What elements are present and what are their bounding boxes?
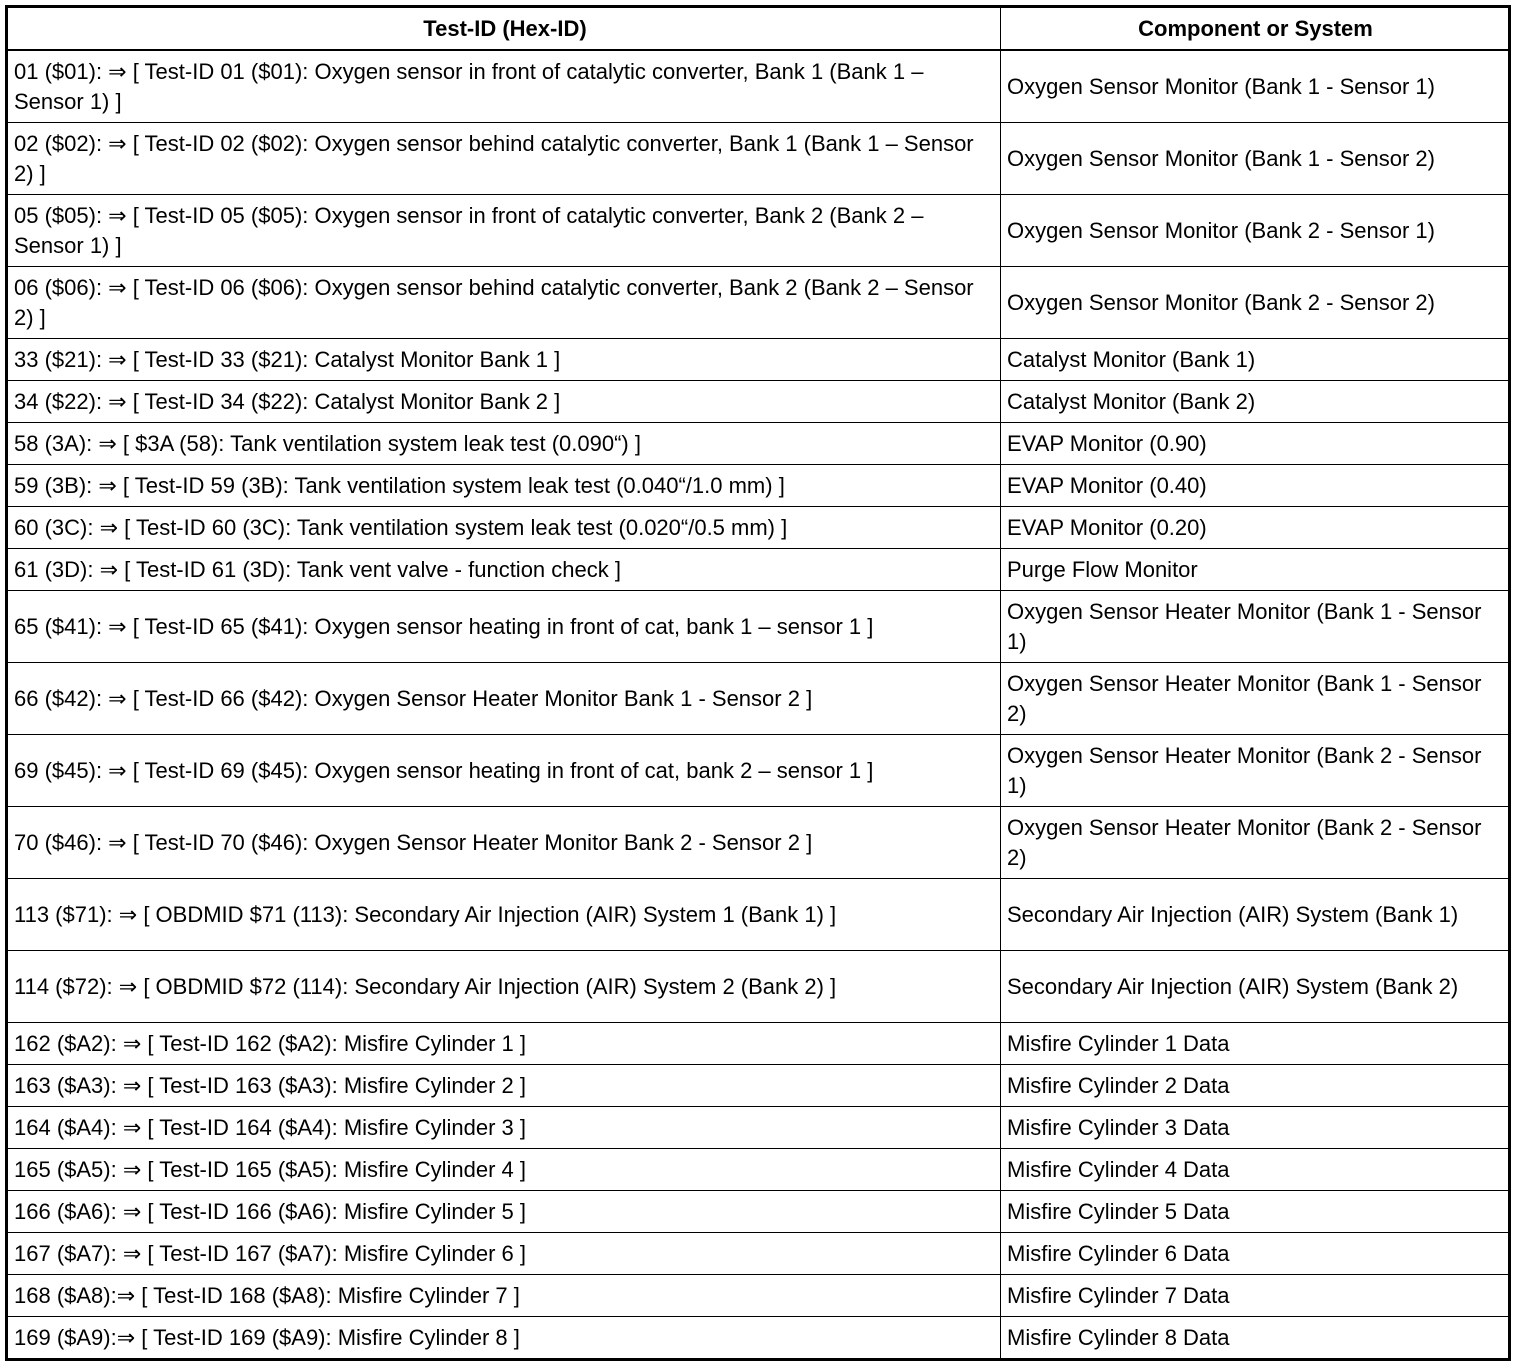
test-id-cell: 65 ($41): ⇒ [ Test-ID 65 ($41): Oxygen sensor heating in front of cat, bank 1 – sensor 1 ] bbox=[7, 591, 1001, 663]
test-id-cell: 05 ($05): ⇒ [ Test-ID 05 ($05): Oxygen sensor in front of catalytic converter, Bank 2 (Bank 2 – Sensor 1) ] bbox=[7, 195, 1001, 267]
component-cell: Misfire Cylinder 3 Data bbox=[1001, 1107, 1510, 1149]
component-cell: Oxygen Sensor Monitor (Bank 1 - Sensor 1) bbox=[1001, 50, 1510, 123]
component-cell: EVAP Monitor (0.40) bbox=[1001, 465, 1510, 507]
component-cell: Misfire Cylinder 8 Data bbox=[1001, 1317, 1510, 1360]
table-row bbox=[7, 465, 1510, 507]
test-id-cell: 34 ($22): ⇒ [ Test-ID 34 ($22): Catalyst Monitor Bank 2 ] bbox=[7, 381, 1001, 423]
table-row bbox=[7, 1275, 1510, 1317]
component-cell: Misfire Cylinder 2 Data bbox=[1001, 1065, 1510, 1107]
component-cell: Oxygen Sensor Monitor (Bank 2 - Sensor 1) bbox=[1001, 195, 1510, 267]
table-body bbox=[7, 50, 1510, 1360]
component-cell: Misfire Cylinder 7 Data bbox=[1001, 1275, 1510, 1317]
component-cell: EVAP Monitor (0.90) bbox=[1001, 423, 1510, 465]
component-cell: Oxygen Sensor Heater Monitor (Bank 2 - Sensor 1) bbox=[1001, 735, 1510, 807]
test-id-cell: 167 ($A7): ⇒ [ Test-ID 167 ($A7): Misfire Cylinder 6 ] bbox=[7, 1233, 1001, 1275]
header-test-id: Test-ID (Hex-ID) bbox=[7, 7, 1001, 51]
test-id-cell: 168 ($A8):⇒ [ Test-ID 168 ($A8): Misfire Cylinder 7 ] bbox=[7, 1275, 1001, 1317]
table-row bbox=[7, 1149, 1510, 1191]
component-cell: Misfire Cylinder 1 Data bbox=[1001, 1023, 1510, 1065]
table-row bbox=[7, 50, 1510, 123]
component-cell: Purge Flow Monitor bbox=[1001, 549, 1510, 591]
table-row bbox=[7, 549, 1510, 591]
test-id-cell: 33 ($21): ⇒ [ Test-ID 33 ($21): Catalyst Monitor Bank 1 ] bbox=[7, 339, 1001, 381]
test-id-cell: 69 ($45): ⇒ [ Test-ID 69 ($45): Oxygen sensor heating in front of cat, bank 2 – sensor 1 ] bbox=[7, 735, 1001, 807]
table-row bbox=[7, 1317, 1510, 1360]
test-id-cell: 70 ($46): ⇒ [ Test-ID 70 ($46): Oxygen Sensor Heater Monitor Bank 2 - Sensor 2 ] bbox=[7, 807, 1001, 879]
table-row bbox=[7, 879, 1510, 951]
test-id-cell: 01 ($01): ⇒ [ Test-ID 01 ($01): Oxygen sensor in front of catalytic converter, Bank 1 (Bank 1 – Sensor 1) ] bbox=[7, 50, 1001, 123]
test-id-cell: 165 ($A5): ⇒ [ Test-ID 165 ($A5): Misfire Cylinder 4 ] bbox=[7, 1149, 1001, 1191]
test-id-cell: 162 ($A2): ⇒ [ Test-ID 162 ($A2): Misfire Cylinder 1 ] bbox=[7, 1023, 1001, 1065]
test-id-cell: 58 (3A): ⇒ [ $3A (58): Tank ventilation system leak test (0.090“) ] bbox=[7, 423, 1001, 465]
component-cell: Oxygen Sensor Monitor (Bank 2 - Sensor 2) bbox=[1001, 267, 1510, 339]
component-cell: Catalyst Monitor (Bank 1) bbox=[1001, 339, 1510, 381]
table-row bbox=[7, 807, 1510, 879]
component-cell: Misfire Cylinder 5 Data bbox=[1001, 1191, 1510, 1233]
table-row bbox=[7, 951, 1510, 1023]
table-row bbox=[7, 195, 1510, 267]
component-cell: Oxygen Sensor Monitor (Bank 1 - Sensor 2) bbox=[1001, 123, 1510, 195]
table-header-row bbox=[7, 7, 1510, 51]
table-row bbox=[7, 267, 1510, 339]
component-cell: Secondary Air Injection (AIR) System (Bank 2) bbox=[1001, 951, 1510, 1023]
table-row bbox=[7, 1065, 1510, 1107]
test-id-cell: 61 (3D): ⇒ [ Test-ID 61 (3D): Tank vent valve - function check ] bbox=[7, 549, 1001, 591]
component-cell: Oxygen Sensor Heater Monitor (Bank 1 - Sensor 1) bbox=[1001, 591, 1510, 663]
header-component: Component or System bbox=[1001, 7, 1510, 51]
table-row bbox=[7, 381, 1510, 423]
table-row bbox=[7, 423, 1510, 465]
component-cell: Misfire Cylinder 6 Data bbox=[1001, 1233, 1510, 1275]
table-row bbox=[7, 507, 1510, 549]
test-id-cell: 166 ($A6): ⇒ [ Test-ID 166 ($A6): Misfire Cylinder 5 ] bbox=[7, 1191, 1001, 1233]
test-id-cell: 169 ($A9):⇒ [ Test-ID 169 ($A9): Misfire Cylinder 8 ] bbox=[7, 1317, 1001, 1360]
table-row bbox=[7, 663, 1510, 735]
test-id-table bbox=[5, 5, 1511, 1361]
table-row bbox=[7, 735, 1510, 807]
component-cell: Oxygen Sensor Heater Monitor (Bank 2 - Sensor 2) bbox=[1001, 807, 1510, 879]
test-id-cell: 113 ($71): ⇒ [ OBDMID $71 (113): Secondary Air Injection (AIR) System 1 (Bank 1) ] bbox=[7, 879, 1001, 951]
table-row bbox=[7, 123, 1510, 195]
test-id-cell: 163 ($A3): ⇒ [ Test-ID 163 ($A3): Misfire Cylinder 2 ] bbox=[7, 1065, 1001, 1107]
component-cell: Secondary Air Injection (AIR) System (Bank 1) bbox=[1001, 879, 1510, 951]
table-row bbox=[7, 1107, 1510, 1149]
test-id-cell: 59 (3B): ⇒ [ Test-ID 59 (3B): Tank ventilation system leak test (0.040“/1.0 mm) ] bbox=[7, 465, 1001, 507]
test-id-cell: 66 ($42): ⇒ [ Test-ID 66 ($42): Oxygen Sensor Heater Monitor Bank 1 - Sensor 2 ] bbox=[7, 663, 1001, 735]
test-id-cell: 164 ($A4): ⇒ [ Test-ID 164 ($A4): Misfire Cylinder 3 ] bbox=[7, 1107, 1001, 1149]
test-id-cell: 06 ($06): ⇒ [ Test-ID 06 ($06): Oxygen sensor behind catalytic converter, Bank 2 (Bank 2 – Sensor 2) ] bbox=[7, 267, 1001, 339]
table-row bbox=[7, 1191, 1510, 1233]
table-row bbox=[7, 339, 1510, 381]
test-id-table-container bbox=[5, 5, 1508, 1361]
table-row bbox=[7, 591, 1510, 663]
component-cell: Catalyst Monitor (Bank 2) bbox=[1001, 381, 1510, 423]
component-cell: EVAP Monitor (0.20) bbox=[1001, 507, 1510, 549]
table-row bbox=[7, 1023, 1510, 1065]
table-row bbox=[7, 1233, 1510, 1275]
test-id-cell: 02 ($02): ⇒ [ Test-ID 02 ($02): Oxygen sensor behind catalytic converter, Bank 1 (Bank 1 – Sensor 2) ] bbox=[7, 123, 1001, 195]
test-id-cell: 60 (3C): ⇒ [ Test-ID 60 (3C): Tank ventilation system leak test (0.020“/0.5 mm) ] bbox=[7, 507, 1001, 549]
component-cell: Oxygen Sensor Heater Monitor (Bank 1 - Sensor 2) bbox=[1001, 663, 1510, 735]
component-cell: Misfire Cylinder 4 Data bbox=[1001, 1149, 1510, 1191]
test-id-cell: 114 ($72): ⇒ [ OBDMID $72 (114): Secondary Air Injection (AIR) System 2 (Bank 2) ] bbox=[7, 951, 1001, 1023]
